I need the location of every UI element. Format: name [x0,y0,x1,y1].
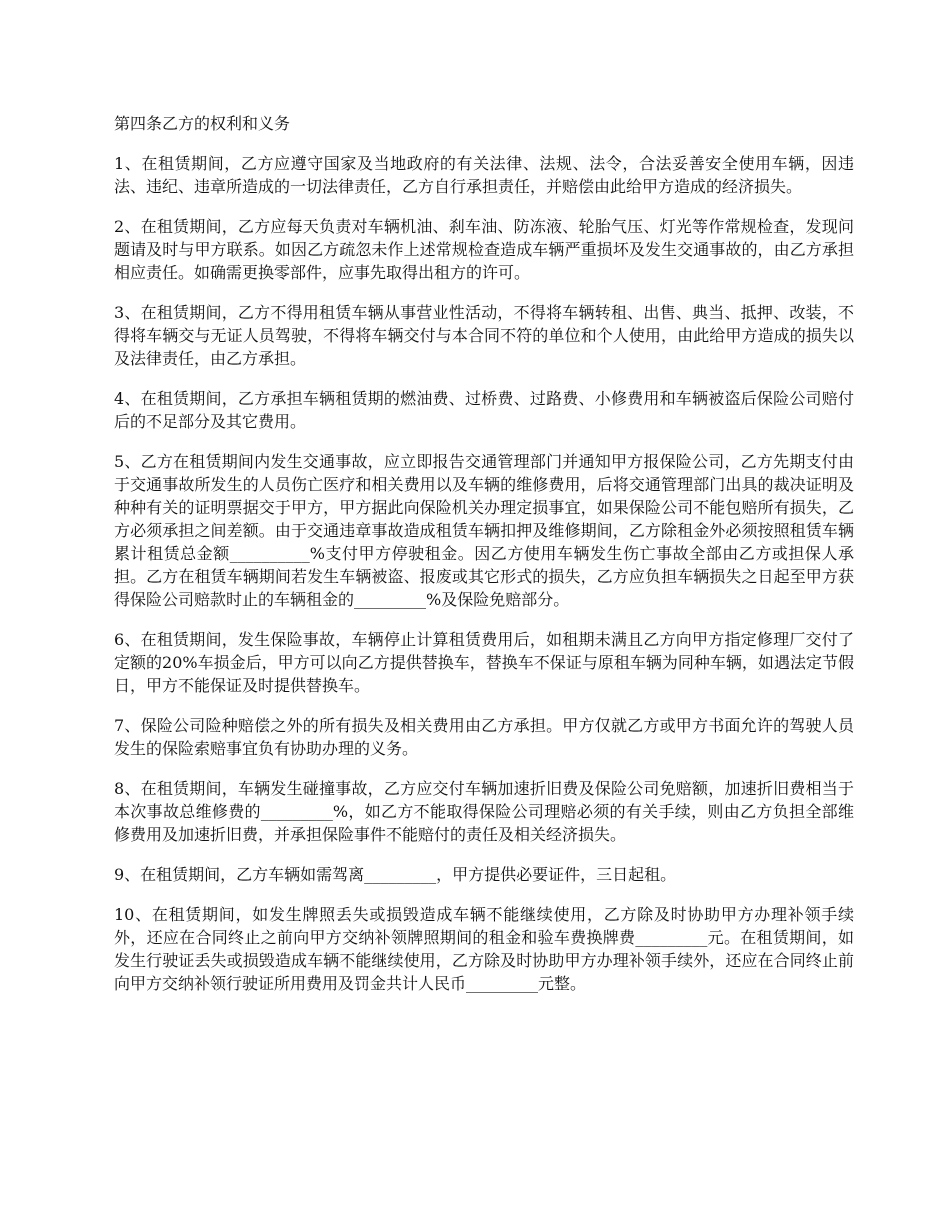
clause-6: 6、在租赁期间，发生保险事故，车辆停止计算租赁费用后，如租期未满且乙方向甲方指定修理厂交付了定额的20%车损金后，甲方可以向乙方提供替换车，替换车不保证与原租车辆为同种车辆，如遇法定节假日，甲方不能保证及时提供替换车。 [114,630,854,695]
document-page [114,112,854,1012]
clause-8: 8、在租赁期间，车辆发生碰撞事故，乙方应交付车辆加速折旧费及保险公司免赔额，加速折旧费相当于本次事故总维修费的_________%，如乙方不能取得保险公司理赔必须的有关手续，则由乙方负担全部维修费用及加速折旧费，并承担保险事件不能赔付的责任及相关经济损失。 [114,779,854,844]
clause-9: 9、在租赁期间，乙方车辆如需驾离_________，甲方提供必要证件，三日起租。 [114,865,677,884]
clause-1: 1、在租赁期间，乙方应遵守国家及当地政府的有关法律、法规、法令，合法妥善安全使用车辆，因违法、违纪、违章所造成的一切法律责任，乙方自行承担责任，并赔偿由此给甲方造成的经济损失。 [114,154,854,196]
clause-4: 4、在租赁期间，乙方承担车辆租赁期的燃油费、过桥费、过路费、小修费用和车辆被盗后保险公司赔付后的不足部分及其它费用。 [114,389,854,431]
section-heading: 第四条乙方的权利和义务 [114,114,291,133]
clause-2: 2、在租赁期间，乙方应每天负责对车辆机油、刹车油、防冻液、轮胎气压、灯光等作常规检查，发现问题请及时与甲方联系。如因乙方疏忽未作上述常规检查造成车辆严重损坏及发生交通事故的，由乙方承担相应责任。如确需更换零部件，应事先取得出租方的许可。 [114,217,854,282]
clause-3: 3、在租赁期间，乙方不得用租赁车辆从事营业性活动，不得将车辆转租、出售、典当、抵押、改装，不得将车辆交与无证人员驾驶，不得将车辆交付与本合同不符的单位和个人使用，由此给甲方造成的损失以及法律责任，由乙方承担。 [114,303,854,368]
clause-7: 7、保险公司险种赔偿之外的所有损失及相关费用由乙方承担。甲方仅就乙方或甲方书面允许的驾驶人员发生的保险索赔事宜负有协助办理的义务。 [114,716,854,758]
clause-10: 10、在租赁期间，如发生牌照丢失或损毁造成车辆不能继续使用，乙方除及时协助甲方办理补领手续外，还应在合同终止之前向甲方交纳补领牌照期间的租金和验车费换牌费_________元。在租赁期间，如发生行驶证丢失或损毁造成车辆不能继续使用，乙方除及时协助甲方办理补领手续外，还应在合同终止前向甲方交纳补领行驶证所用费用及罚金共计人民币_________元整。 [114,905,854,993]
clause-5: 5、乙方在租赁期间内发生交通事故，应立即报告交通管理部门并通知甲方报保险公司，乙方先期支付由于交通事故所发生的人员伤亡医疗和相关费用以及车辆的维修费用，后将交通管理部门出具的裁决证明及种种有关的证明票据交于甲方，甲方据此向保险机关办理定损事宜，如果保险公司不能包赔所有损失，乙方必须承担之间差额。由于交通违章事故造成租赁车辆扣押及维修期间，乙方除租金外必须按照租赁车辆累计租赁总金额__________%支付甲方停驶租金。因乙方使用车辆发生伤亡事故全部由乙方或担保人承担。乙方在租赁车辆期间若发生车辆被盗、报废或其它形式的损失，乙方应负担车辆损失之日起至甲方获得保险公司赔款时止的车辆租金的_________%及保险免赔部分。 [114,452,854,609]
